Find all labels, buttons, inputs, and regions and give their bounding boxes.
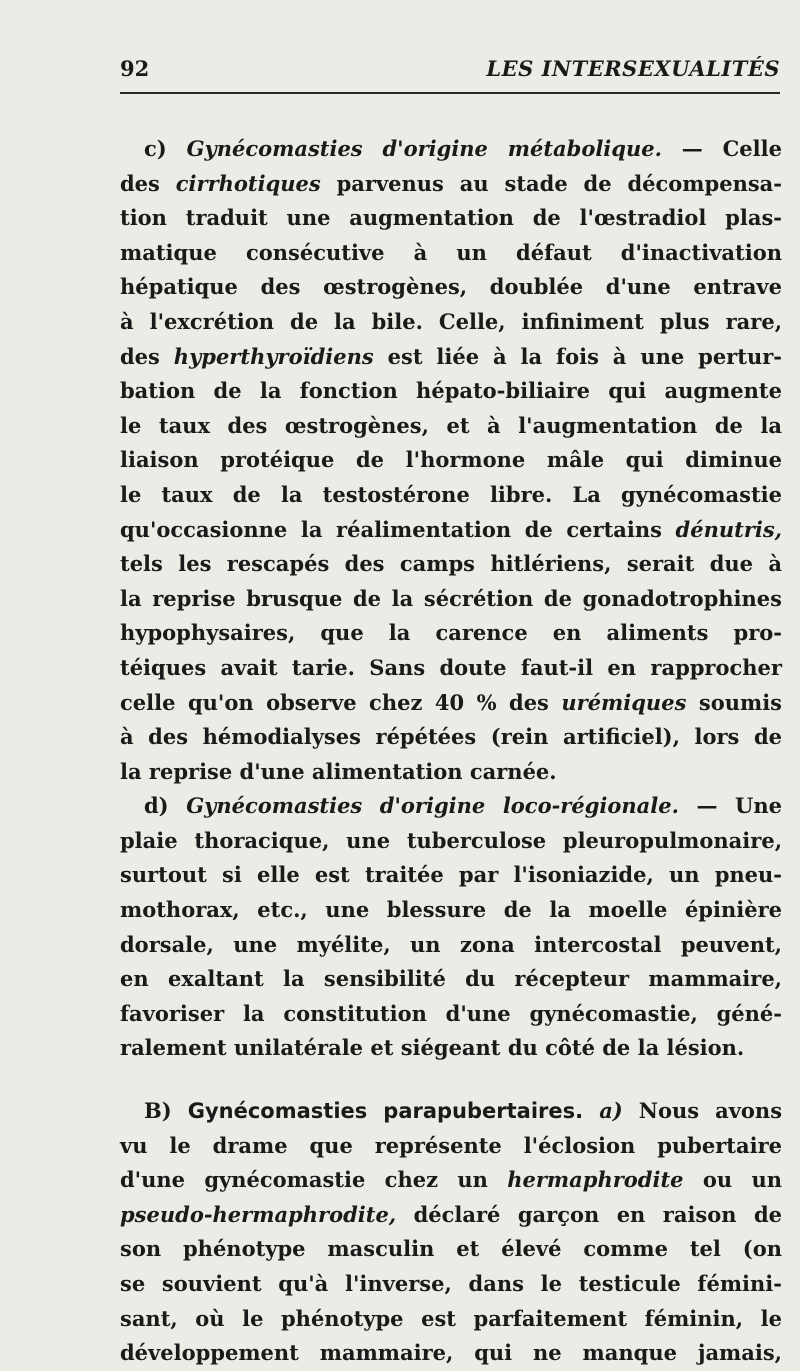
text-line: surtout si elle est traitée par l'isoniazide, un pneu- (120, 862, 782, 888)
text-line: à des hémodialyses répétées (rein artificiel), lors de (120, 724, 782, 750)
text-line: sant, où le phénotype est parfaitement féminin, le (120, 1305, 782, 1331)
text-line: son phénotype masculin et élevé comme tel (on (120, 1236, 782, 1262)
text-line: tels les rescapés des camps hitlériens, serait due à (120, 551, 782, 577)
text-line: dorsale, une myélite, un zona intercostal peuvent, (120, 931, 782, 957)
text-line: le taux de la testostérone libre. La gynécomastie (120, 481, 782, 507)
text-line: hypophysaires, que la carence en aliments pro- (120, 620, 782, 646)
text-line: des cirrhotiques parvenus au stade de décompensa- (120, 170, 782, 196)
text-line: la reprise brusque de la sécrétion de gonadotrophines (120, 585, 782, 611)
text-line: pseudo-hermaphrodite, déclaré garçon en raison de (120, 1201, 782, 1227)
text-line: favoriser la constitution d'une gynécomastie, géné- (120, 1000, 782, 1026)
text-line: bation de la fonction hépato-biliaire qui augmente (120, 378, 782, 404)
text-line: c) Gynécomasties d'origine métabolique. — Celle (144, 136, 782, 161)
text-line: le taux des œstrogènes, et à l'augmentation de la (120, 412, 782, 438)
text-line: d'une gynécomastie chez un hermaphrodite ou un (120, 1167, 782, 1193)
header-rule (120, 92, 780, 94)
text-line: en exaltant la sensibilité du récepteur mammaire, (120, 966, 782, 992)
text-line: liaison protéique de l'hormone mâle qui diminue (120, 447, 782, 473)
text-line: d) Gynécomasties d'origine loco-régionale. — Une (144, 793, 782, 819)
text-line: hépatique des œstrogènes, doublée d'une entrave (120, 274, 782, 300)
text-line: la reprise d'une alimentation carnée. (120, 758, 557, 784)
text-line: plaie thoracique, une tuberculose pleuropulmonaire, (120, 827, 782, 853)
text-line: B) Gynécomasties parapubertaires. a) Nous avons (144, 1098, 783, 1124)
text-line: développement mammaire, qui ne manque jamais, (120, 1340, 782, 1366)
text-line: vu le drame que représente l'éclosion pubertaire (120, 1132, 782, 1158)
text-line: téiques avait tarie. Sans doute faut-il en rapprocher (120, 654, 782, 680)
text-line: qu'occasionne la réalimentation de certains dénutris, (120, 516, 782, 542)
text-line: matique consécutive à un défaut d'inactivation (120, 239, 782, 265)
text-line: à l'excrétion de la bile. Celle, infiniment plus rare, (120, 308, 782, 334)
section-gap (120, 1066, 782, 1094)
body-text (120, 132, 782, 1371)
page-header (120, 56, 780, 88)
text-line: mothorax, etc., une blessure de la moelle épinière (120, 897, 782, 923)
text-line: celle qu'on observe chez 40 % des urémiques soumis (120, 689, 782, 715)
text-line: tion traduit une augmentation de l'œstradiol plas- (120, 205, 782, 231)
text-line: ralement unilatérale et siégeant du côté de la lésion. (120, 1035, 745, 1061)
running-title: LES INTERSEXUALITÉS (486, 56, 780, 81)
text-line: des hyperthyroïdiens est liée à la fois à une pertur- (120, 343, 782, 369)
page-number: 92 (120, 56, 150, 81)
text-line: se souvient qu'à l'inverse, dans le testicule fémini- (120, 1271, 782, 1296)
